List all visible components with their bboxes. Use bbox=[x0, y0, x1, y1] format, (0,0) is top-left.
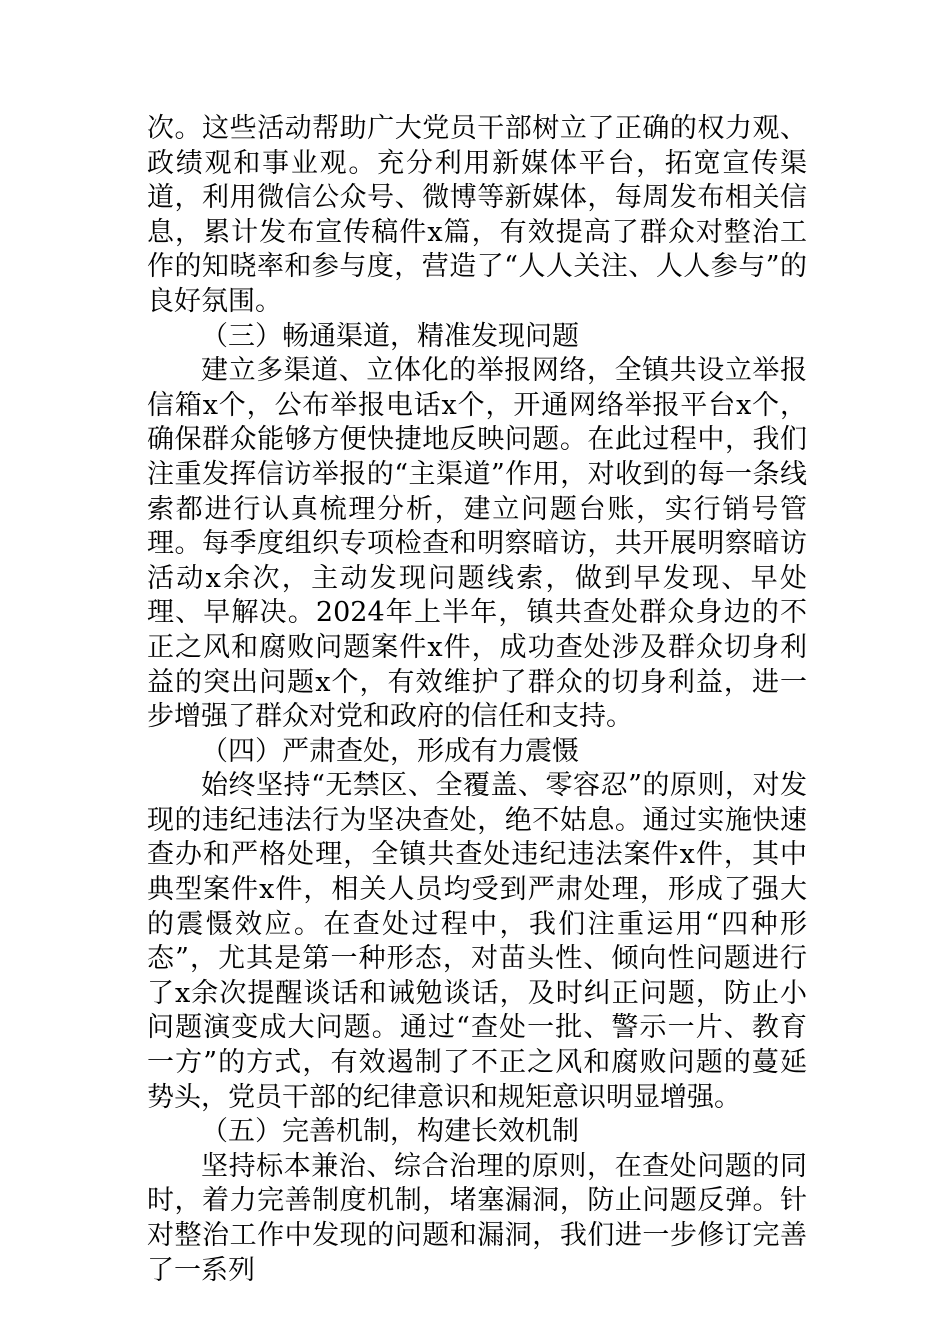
section-heading-5: （五）完善机制，构建长效机制 bbox=[201, 1116, 579, 1148]
section-heading-3: （三）畅通渠道，精准发现问题 bbox=[201, 320, 579, 352]
section-heading-4: （四）严肃查处，形成有力震慑 bbox=[201, 735, 579, 767]
paragraph-strict-investigation: 始终坚持“无禁区、全覆盖、零容忍”的原则，对发现的违纪违法行为坚决查处，绝不姑息。通过实施快速查办和严格处理，全镇共查处违纪违法案件x件，其中典型案件x件，相关人员均受到严肃处理，形成了强大的震慑效应。在查处过程中，我们注重运用“四种形态”，尤其是第一种形态，对苗头性、倾向性问题进行了x余次提醒谈话和诫勉谈话，及时纠正问题，防止小问题演变成大问题。通过“查处一批、警示一片、教育一方”的方式，有效遏制了不正之风和腐败问题的蔓延势头，党员干部的纪律意识和规矩意识明显增强。 bbox=[147, 770, 807, 1113]
document-body bbox=[147, 112, 807, 1288]
paragraph-long-term-mechanism: 坚持标本兼治、综合治理的原则，在查处问题的同时，着力完善制度机制，堵塞漏洞，防止问题反弹。针对整治工作中发现的问题和漏洞，我们进一步修订完善了一系列 bbox=[147, 1150, 807, 1286]
paragraph-reporting-channels: 建立多渠道、立体化的举报网络，全镇共设立举报信箱x个，公布举报电话x个，开通网络举报平台x个，确保群众能够方便快捷地反映问题。在此过程中，我们注重发挥信访举报的“主渠道”作用，对收到的每一条线索都进行认真梳理分析，建立问题台账，实行销号管理。每季度组织专项检查和明察暗访，共开展明察暗访活动x余次，主动发现问题线索，做到早发现、早处理、早解决。2024年上半年，镇共查处群众身边的不正之风和腐败问题案件x件，成功查处涉及群众切身利益的突出问题x个，有效维护了群众的切身利益，进一步增强了群众对党和政府的信任和支持。 bbox=[147, 355, 807, 733]
paragraph-continuation: 次。这些活动帮助广大党员干部树立了正确的权力观、政绩观和事业观。充分利用新媒体平台，拓宽宣传渠道，利用微信公众号、微博等新媒体，每周发布相关信息，累计发布宣传稿件x篇，有效提高了群众对整治工作的知晓率和参与度，营造了“人人关注、人人参与”的良好氛围。 bbox=[147, 113, 807, 317]
